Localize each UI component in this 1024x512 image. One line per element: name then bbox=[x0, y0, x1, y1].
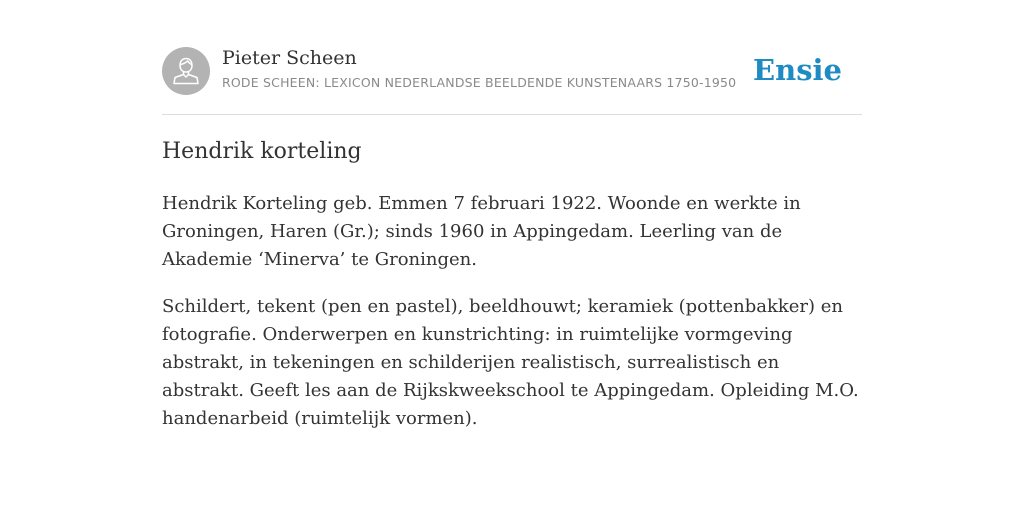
article-header bbox=[162, 0, 862, 115]
user-avatar-icon[interactable] bbox=[162, 47, 210, 95]
article-paragraph: Schildert, tekent (pen en pastel), beeldhouwt; keramiek (pottenbakker) en fotografie. Onderwerpen en kunstrichting: in ruimtelijke vormgeving abstrakt, in tekeningen en schilderijen realistisch, surrealistisch en abstrakt. Geeft les aan de Rijkskweekschool te Appingedam. Opleiding M.O. handenarbeid (ruimtelijk vormen). bbox=[162, 296, 859, 429]
article-body bbox=[162, 190, 862, 452]
article-paragraph: Hendrik Korteling geb. Emmen 7 februari 1922. Woonde en werkte in Groningen, Haren (Gr.); sinds 1960 in Appingedam. Leerling van de Akademie ‘Minerva’ te Groningen. bbox=[162, 193, 801, 270]
author-name[interactable]: Pieter Scheen bbox=[222, 47, 357, 69]
person-outline-icon bbox=[172, 56, 200, 86]
source-title[interactable]: RODE SCHEEN: LEXICON NEDERLANDSE BEELDENDE KUNSTENAARS 1750-1950 bbox=[222, 75, 737, 90]
page-container bbox=[162, 0, 862, 429]
article-title: Hendrik korteling bbox=[162, 139, 362, 164]
ensie-logo[interactable]: Ensie bbox=[753, 53, 842, 87]
